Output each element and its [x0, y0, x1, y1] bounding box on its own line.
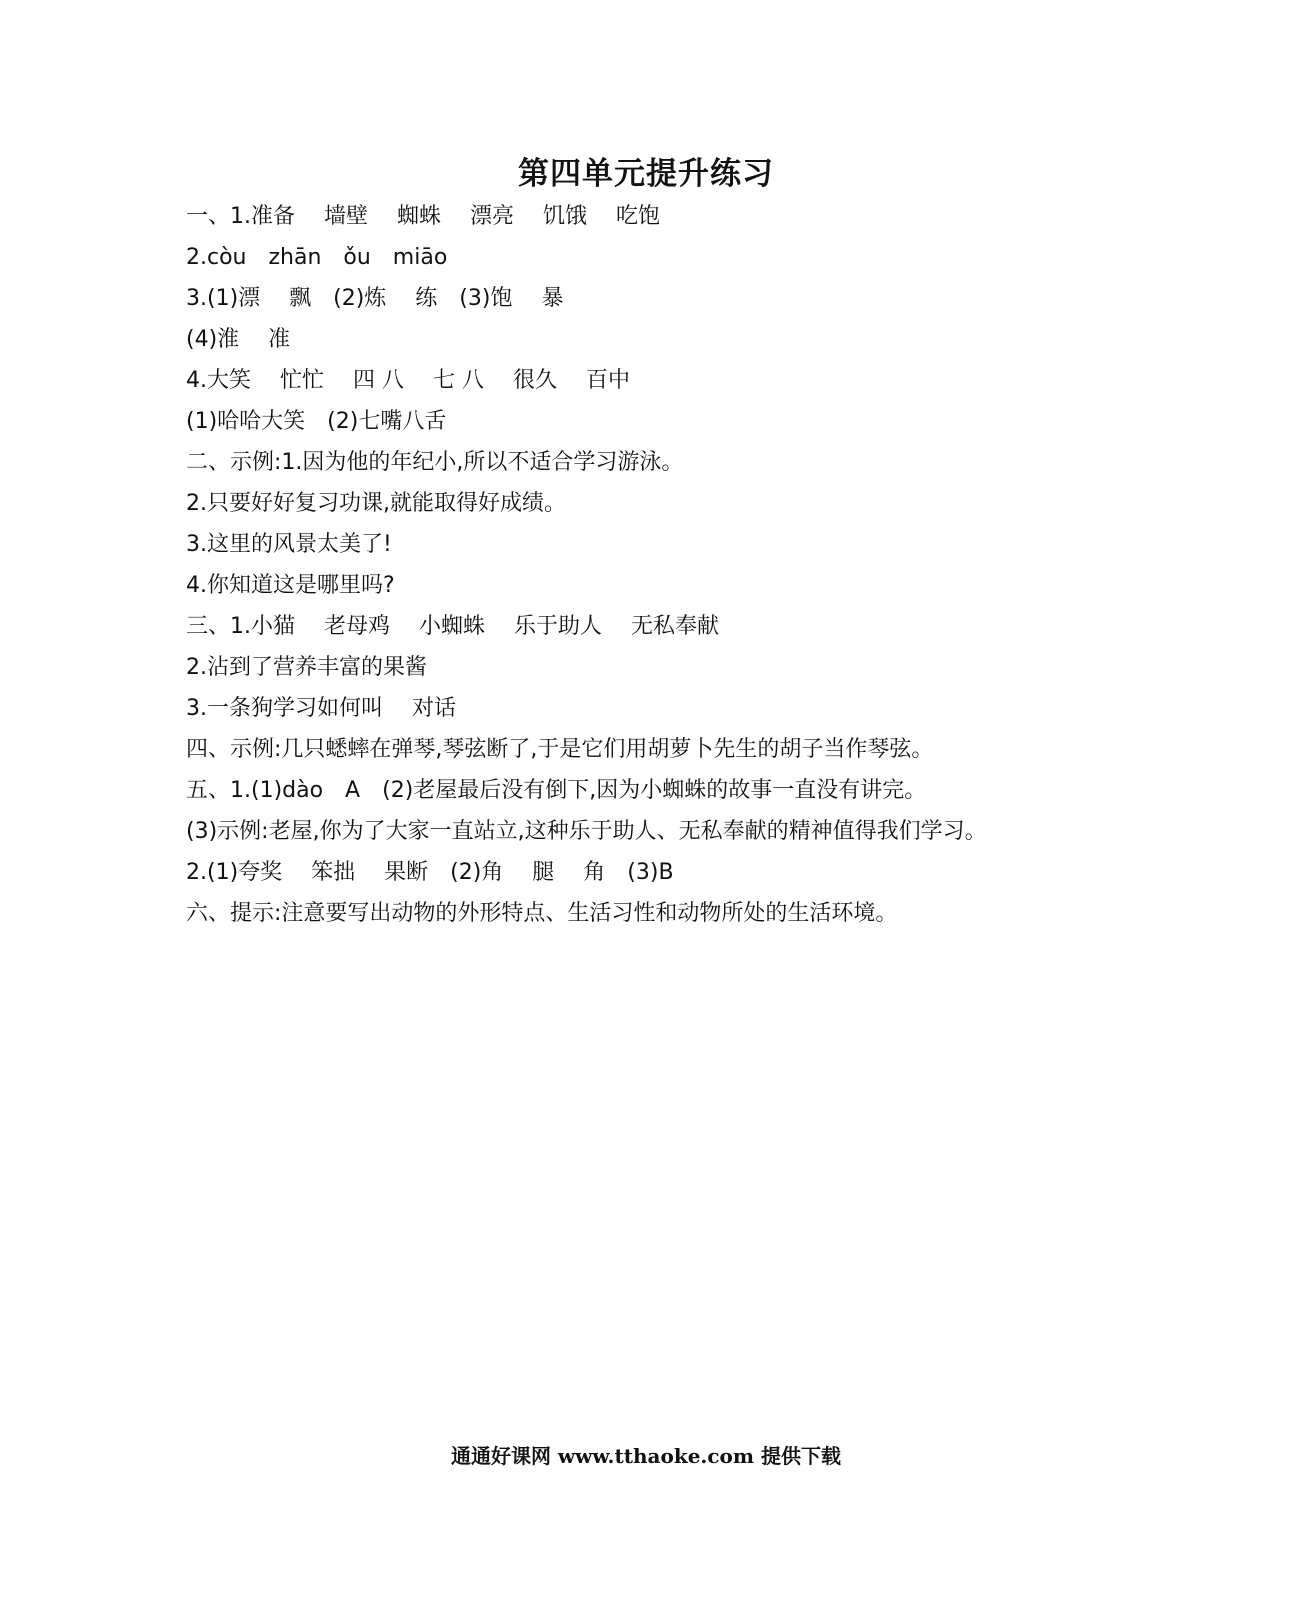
answer-line: 2.(1)夸奖 笨拙 果断 (2)角 腿 角 (3)B [186, 860, 674, 885]
answer-line: 一、1.准备 墙壁 蜘蛛 漂亮 饥饿 吃饱 [186, 204, 660, 229]
answer-line: 2.沾到了营养丰富的果酱 [186, 655, 427, 680]
answer-line: (1)哈哈大笑 (2)七嘴八舌 [186, 409, 447, 434]
answer-line: 4.你知道这是哪里吗? [186, 573, 395, 598]
answer-line: 3.(1)漂 飘 (2)炼 练 (3)饱 暴 [186, 286, 564, 311]
answer-line: 三、1.小猫 老母鸡 小蜘蛛 乐于助人 无私奉献 [186, 614, 719, 639]
answer-line: (3)示例:老屋,你为了大家一直站立,这种乐于助人、无私奉献的精神值得我们学习。 [186, 819, 987, 844]
footer-source-note: 通通好课网 www.tthaoke.com 提供下载 [450, 1444, 842, 1468]
document-title: 第四单元提升练习 [518, 156, 774, 192]
answer-list [186, 196, 1246, 934]
answer-line: 二、示例:1.因为他的年纪小,所以不适合学习游泳。 [186, 450, 684, 475]
answer-line: 3.一条狗学习如何叫 对话 [186, 696, 456, 721]
answer-line: 2.只要好好复习功课,就能取得好成绩。 [186, 491, 566, 516]
answer-line: 五、1.(1)dào A (2)老屋最后没有倒下,因为小蜘蛛的故事一直没有讲完。 [186, 778, 927, 803]
answer-line: (4)淮 准 [186, 327, 291, 352]
answer-line: 2.còu zhān ǒu miāo [186, 245, 448, 270]
answer-line: 3.这里的风景太美了! [186, 532, 392, 557]
answer-line: 四、示例:几只蟋蟀在弹琴,琴弦断了,于是它们用胡萝卜先生的胡子当作琴弦。 [186, 737, 934, 762]
answer-line: 六、提示:注意要写出动物的外形特点、生活习性和动物所处的生活环境。 [186, 901, 898, 926]
answer-line: 4.大笑 忙忙 四 八 七 八 很久 百中 [186, 368, 630, 393]
